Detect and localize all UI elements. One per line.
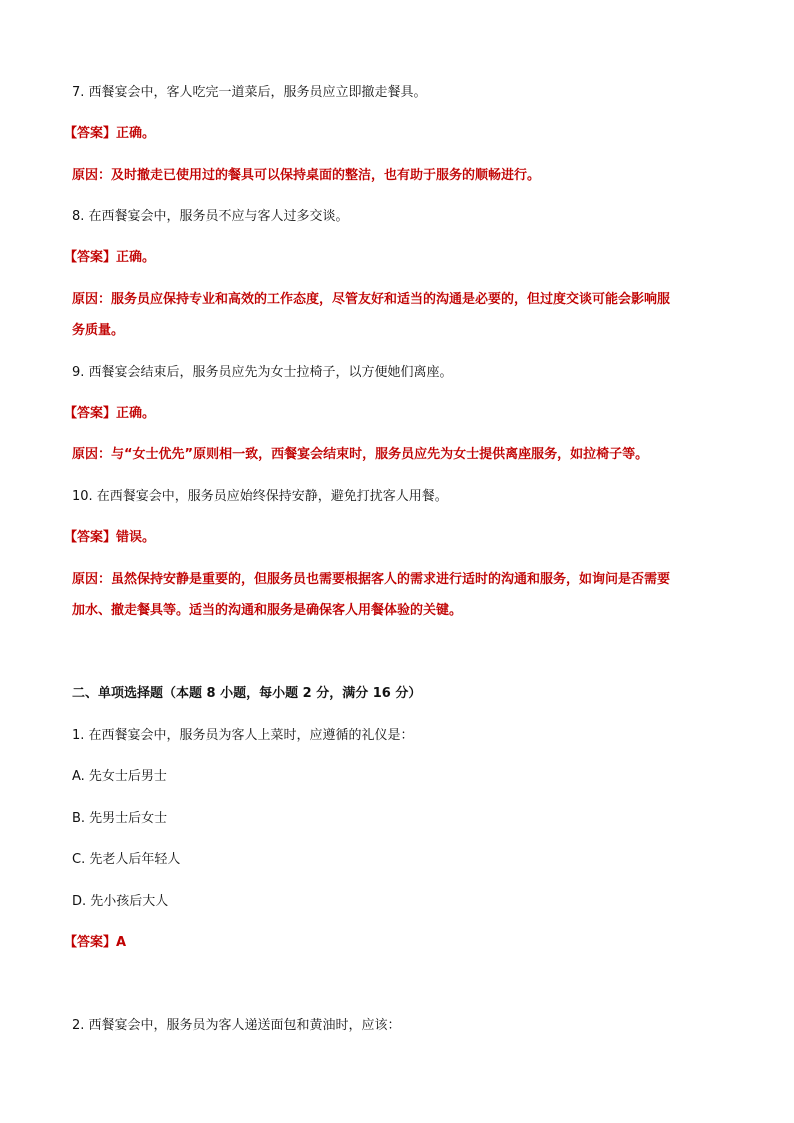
answer-8: 【答案】正确。 bbox=[64, 250, 156, 265]
reason-10-line-2: 加水、撤走餐具等。适当的沟通和服务是确保客人用餐体验的关键。 bbox=[72, 603, 463, 618]
choice-question-2: 2. 西餐宴会中，服务员为客人递送面包和黄油时，应该： bbox=[72, 1018, 401, 1033]
option-d: D. 先小孩后大人 bbox=[72, 894, 169, 909]
option-a: A. 先女士后男士 bbox=[72, 769, 167, 784]
question-9: 9. 西餐宴会结束后，服务员应先为女士拉椅子，以方便她们离座。 bbox=[72, 365, 453, 380]
reason-10-line-1: 原因：虽然保持安静是重要的，但服务员也需要根据客人的需求进行适时的沟通和服务，如询问是否需要 bbox=[72, 572, 671, 587]
option-c: C. 先老人后年轻人 bbox=[72, 852, 181, 867]
reason-8-line-2: 务质量。 bbox=[72, 323, 125, 338]
option-b: B. 先男士后女士 bbox=[72, 811, 168, 826]
choice-answer-1: 【答案】A bbox=[64, 935, 127, 950]
section-heading-single-choice: 二、单项选择题（本题 8 小题，每小题 2 分，满分 16 分） bbox=[72, 686, 422, 701]
choice-question-1: 1. 在西餐宴会中，服务员为客人上菜时，应遵循的礼仪是： bbox=[72, 728, 414, 743]
reason-7: 原因：及时撤走已使用过的餐具可以保持桌面的整洁，也有助于服务的顺畅进行。 bbox=[72, 168, 541, 183]
question-7: 7. 西餐宴会中，客人吃完一道菜后，服务员应立即撤走餐具。 bbox=[72, 85, 427, 100]
answer-10: 【答案】错误。 bbox=[64, 530, 156, 545]
reason-9: 原因：与“女士优先”原则相一致，西餐宴会结束时，服务员应先为女士提供离座服务，如拉椅子等。 bbox=[72, 447, 649, 462]
answer-7: 【答案】正确。 bbox=[64, 126, 156, 141]
answer-9: 【答案】正确。 bbox=[64, 406, 156, 421]
question-8: 8. 在西餐宴会中，服务员不应与客人过多交谈。 bbox=[72, 209, 349, 224]
question-10: 10. 在西餐宴会中，服务员应始终保持安静，避免打扰客人用餐。 bbox=[72, 489, 448, 504]
reason-8-line-1: 原因：服务员应保持专业和高效的工作态度，尽管友好和适当的沟通是必要的，但过度交谈可能会影响服 bbox=[72, 292, 671, 307]
